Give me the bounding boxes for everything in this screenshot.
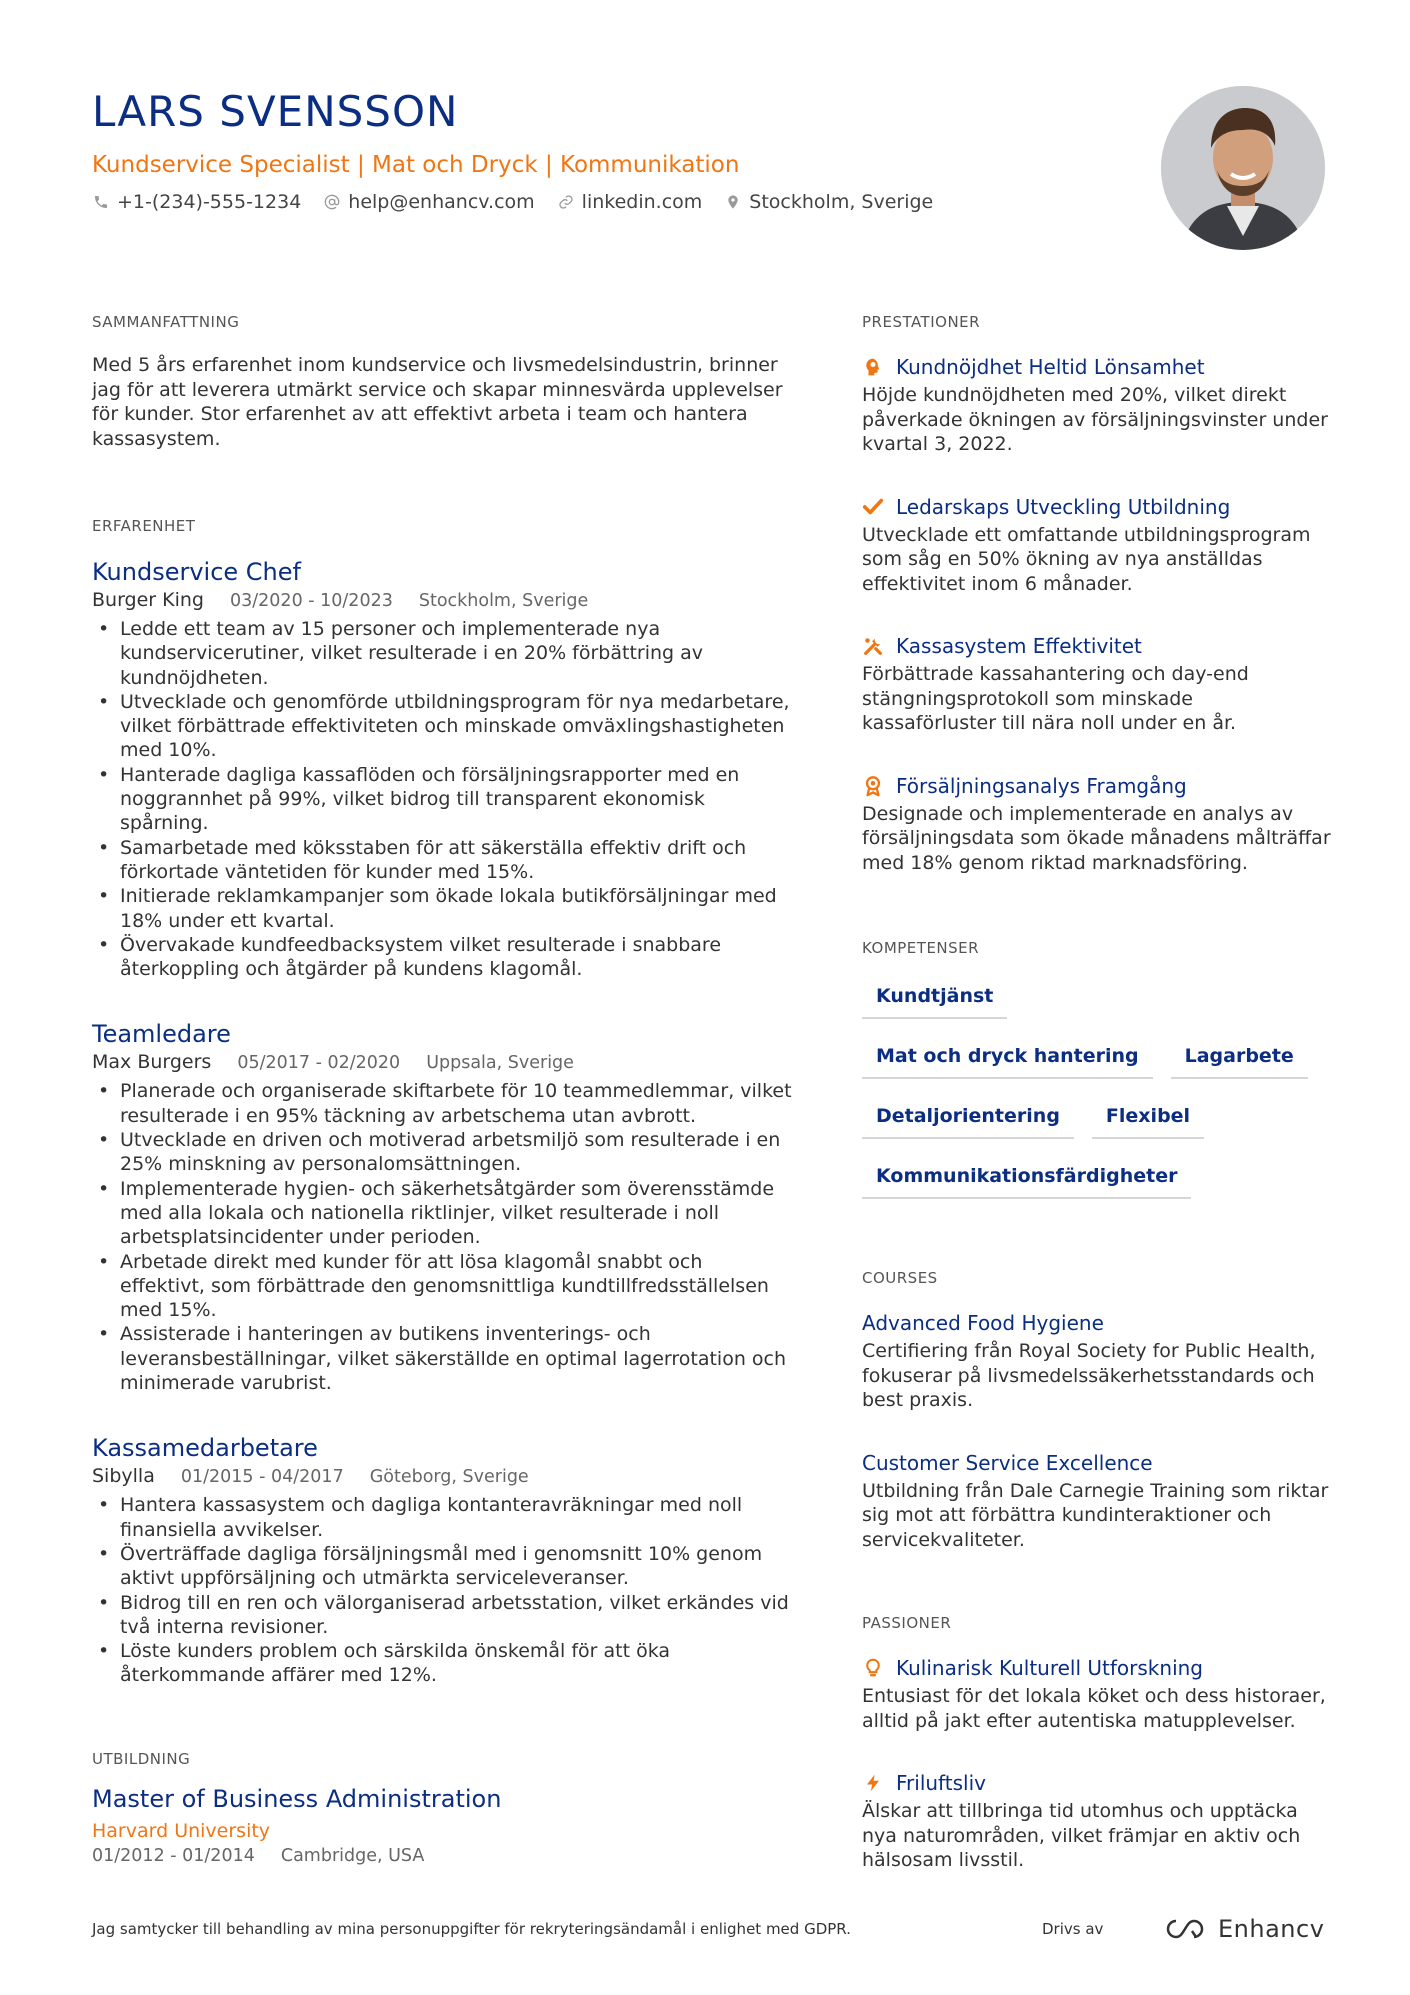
education-dates: 01/2012 - 01/2014	[92, 1845, 255, 1866]
job-location: Uppsala, Sverige	[426, 1053, 574, 1074]
award-icon	[862, 775, 884, 797]
job-company: Burger King	[92, 589, 204, 611]
passion-desc: Älskar att tillbringa tid utomhus och upptäcka nya naturområden, vilket främjar en aktiv och hälsosam livsstil.	[862, 1800, 1301, 1871]
passion-item	[862, 1769, 1332, 1873]
achievement-item	[862, 772, 1332, 876]
bullet-item: • Överträffade dagliga försäljningsmål med i genomsnitt 10% genom aktivt uppförsäljning och utmärkta serviceleveranser.	[92, 1542, 792, 1591]
achievement-desc: Förbättrade kassahantering och day-end stängningsprotokoll som minskade kassaförluster till nära noll under en år.	[862, 663, 1249, 734]
section-title-summary: SAMMANFATTNING	[92, 313, 240, 331]
education-meta	[92, 1844, 792, 1868]
bullet-item: • Bidrog till en ren och välorganiserad arbetsstation, vilket erkändes vid två interna revisioner.	[92, 1591, 792, 1640]
passion-header	[862, 1654, 1332, 1682]
section-title-experience: ERFARENHET	[92, 517, 196, 535]
bullet-item: • Hanterade dagliga kassaflöden och försäljningsrapporter med en noggrannhet på 99%, vilket bidrog till transparent ekonomisk spårning.	[92, 763, 792, 836]
achievement-item	[862, 632, 1332, 736]
skill-tag: Kommunikationsfärdigheter	[862, 1157, 1191, 1199]
lightning-bolt-icon	[862, 1772, 884, 1794]
achievement-title: Kassasystem Effektivitet	[896, 634, 1142, 658]
skill-tag: Lagarbete	[1171, 1037, 1308, 1079]
achievement-item	[862, 353, 1332, 457]
summary-section	[92, 313, 792, 451]
page-footer	[92, 1915, 1325, 1943]
linkedin-text[interactable]: linkedin.com	[581, 191, 703, 213]
job-meta	[92, 1050, 792, 1075]
course-desc: Certifiering från Royal Society for Public Health, fokuserar på livsmedelssäkerhetsstandards och best praxis.	[862, 1340, 1316, 1411]
achievement-desc: Designade och implementerade en analys av försäljningsdata som ökade månadens målträffar med 18% genom riktad marknadsföring.	[862, 802, 1331, 874]
enhancv-logo-icon	[1162, 1917, 1208, 1941]
job-title: Teamledare	[92, 1020, 231, 1049]
achievement-title: Försäljningsanalys Framgång	[896, 773, 1187, 798]
resume-header	[92, 86, 1142, 216]
contact-phone	[92, 188, 301, 216]
section-title-passions: PASSIONER	[862, 1614, 952, 1632]
course-title: Advanced Food Hygiene	[862, 1311, 1104, 1335]
summary-text: Med 5 års erfarenhet inom kundservice och livsmedelsindustrin, brinner jag för att leverera utmärkt service och skapar minnesvärda upplevelser för kunder. Stor erfarenhet av att effektivt arbeta i team och hantera kassasystem.	[92, 354, 783, 450]
profile-photo	[1161, 86, 1325, 250]
bullet-item: • Utvecklade och genomförde utbildningsprogram för nya medarbetare, vilket förbättrade effektiviteten och minskade omväxlingshastigheten med 10%.	[92, 690, 792, 763]
phone-icon	[92, 193, 110, 211]
job-entry	[92, 557, 792, 981]
skills-section	[862, 939, 1332, 1199]
enhancv-logo[interactable]	[1162, 1915, 1324, 1943]
job-bullets	[92, 1079, 792, 1395]
achievement-header	[862, 353, 1332, 381]
education-location: Cambridge, USA	[280, 1845, 425, 1866]
achievement-desc: Utvecklade ett omfattande utbildningsprogram som såg en 50% ökning av nya anställdas effektivitet inom 6 månader.	[862, 523, 1311, 595]
achievement-item	[862, 493, 1332, 597]
skill-tag: Flexibel	[1092, 1097, 1204, 1139]
bullet-item: • Assisterade i hanteringen av butikens inventerings- och leveransbeställningar, vilket säkerställde en optimal lagerrotation och minimerade varubrist.	[92, 1322, 792, 1395]
achievement-title: Kundnöjdhet Heltid Lönsamhet	[896, 355, 1205, 379]
section-title-achievements: PRESTATIONER	[862, 313, 981, 331]
job-entry	[92, 1433, 792, 1687]
location-text: Stockholm, Sverige	[749, 191, 934, 213]
passion-desc: Entusiast för det lokala köket och dess historaer, alltid på jakt efter autentiska matupplevelser.	[862, 1685, 1326, 1732]
job-meta	[92, 588, 792, 613]
checkmark-icon	[862, 496, 884, 518]
job-entry	[92, 1019, 792, 1395]
course-item	[862, 1449, 1332, 1553]
achievement-title: Ledarskaps Utveckling Utbildning	[896, 494, 1231, 519]
achievements-section	[862, 313, 1332, 875]
passion-title: Friluftsliv	[896, 1771, 986, 1795]
skill-tag: Mat och dryck hantering	[862, 1037, 1153, 1079]
brand-name: Enhancv	[1218, 1915, 1325, 1943]
left-column	[92, 313, 792, 1868]
skill-tag: Detaljorientering	[862, 1097, 1074, 1139]
contact-location	[724, 188, 933, 216]
job-bullets	[92, 617, 792, 981]
achievement-desc: Höjde kundnöjdheten med 20%, vilket direkt påverkade ökningen av försäljningsvinster under kvartal 3, 2022.	[862, 384, 1328, 455]
passion-header	[862, 1769, 1332, 1797]
bullet-item: • Initierade reklamkampanjer som ökade lokala butikförsäljningar med 18% under ett kvartal.	[92, 884, 792, 933]
at-icon	[323, 193, 341, 211]
link-icon	[557, 193, 575, 211]
section-title-skills: KOMPETENSER	[862, 939, 980, 957]
candidate-name: LARS SVENSSON	[92, 87, 459, 136]
tools-icon	[862, 635, 884, 657]
bullet-item: • Implementerade hygien- och säkerhetsåtgärder som överensstämde med alla lokala och nationella riktlinjer, vilket resulterade i noll arbetsplatsincidenter under perioden.	[92, 1177, 792, 1250]
contact-email[interactable]	[323, 188, 534, 216]
bullet-item: • Ledde ett team av 15 personer och implementerade nya kundservicerutiner, vilket resulterade i en 20% förbättring av kundnöjdheten.	[92, 617, 792, 690]
job-title: Kundservice Chef	[92, 558, 301, 586]
job-meta	[92, 1464, 792, 1489]
bullet-item: • Arbetade direkt med kunder för att lösa klagomål snabbt och effektivt, som förbättrade den genomsnittliga kundtillfredsställelsen med 15%.	[92, 1250, 792, 1323]
bullet-item: • Övervakade kundfeedbacksystem vilket resulterade i snabbare återkoppling och åtgärder på kundens klagomål.	[92, 933, 792, 982]
lightbulb-icon	[862, 1657, 884, 1679]
passion-item	[862, 1654, 1332, 1733]
job-location: Göteborg, Sverige	[369, 1467, 529, 1488]
passion-title: Kulinarisk Kulturell Utforskning	[896, 1656, 1203, 1680]
job-dates: 03/2020 - 10/2023	[230, 591, 393, 611]
candidate-subtitle: Kundservice Specialist | Mat och Dryck | Kommunikation	[92, 152, 740, 178]
bullet-item: • Samarbetade med köksstaben för att säkerställa effektiv drift och förkortade väntetiden för kunder med 15%.	[92, 836, 792, 885]
achievement-header	[862, 632, 1332, 660]
contact-list	[92, 188, 1142, 216]
course-title: Customer Service Excellence	[862, 1450, 1153, 1475]
location-pin-icon	[724, 193, 742, 211]
section-title-courses: COURSES	[862, 1269, 938, 1287]
skills-list	[862, 977, 1312, 1199]
experience-section	[92, 517, 792, 1688]
job-title: Kassamedarbetare	[92, 1434, 318, 1463]
head-icon	[862, 356, 884, 378]
job-location: Stockholm, Sverige	[418, 591, 589, 611]
contact-linkedin[interactable]	[557, 188, 703, 216]
bullet-item: • Hantera kassasystem och dagliga kontanteravräkningar med noll finansiella avvikelser.	[92, 1493, 792, 1542]
job-bullets	[92, 1493, 792, 1687]
bullet-item: • Utvecklade en driven och motiverad arbetsmiljö som resulterade i en 25% minskning av personalomsättningen.	[92, 1128, 792, 1177]
passions-section	[862, 1614, 1332, 1873]
gdpr-consent-text: Jag samtycker till behandling av mina personuppgifter för rekryteringsändamål i enlighet med GDPR.	[92, 1920, 851, 1938]
job-dates: 01/2015 - 04/2017	[180, 1467, 344, 1488]
education-section	[92, 1750, 792, 1868]
degree-title: Master of Business Administration	[92, 1784, 502, 1813]
email-text[interactable]: help@enhancv.com	[348, 191, 535, 213]
achievement-header	[862, 493, 1332, 521]
course-item	[862, 1309, 1332, 1413]
skill-tag: Kundtjänst	[862, 977, 1007, 1019]
achievement-header	[862, 772, 1332, 800]
school-name: Harvard University	[92, 1819, 271, 1842]
job-company: Max Burgers	[92, 1051, 212, 1074]
courses-section	[862, 1269, 1332, 1552]
right-column	[862, 313, 1332, 1873]
job-dates: 05/2017 - 02/2020	[237, 1053, 401, 1074]
job-company: Sibylla	[92, 1465, 155, 1488]
phone-text: +1-(234)-555-1234	[117, 191, 302, 213]
bullet-item: • Planerade och organiserade skiftarbete för 10 teammedlemmar, vilket resulterade i en 95% täckning av arbetschema utan avbrott.	[92, 1079, 792, 1128]
bullet-item: • Löste kunders problem och särskilda önskemål för att öka återkommande affärer med 12%.	[92, 1639, 792, 1688]
powered-by-text: Drivs av	[1042, 1920, 1104, 1938]
section-title-education: UTBILDNING	[92, 1749, 191, 1768]
course-desc: Utbildning från Dale Carnegie Training som riktar sig mot att förbättra kundinteraktioner och servicekvaliteter.	[862, 1479, 1329, 1551]
